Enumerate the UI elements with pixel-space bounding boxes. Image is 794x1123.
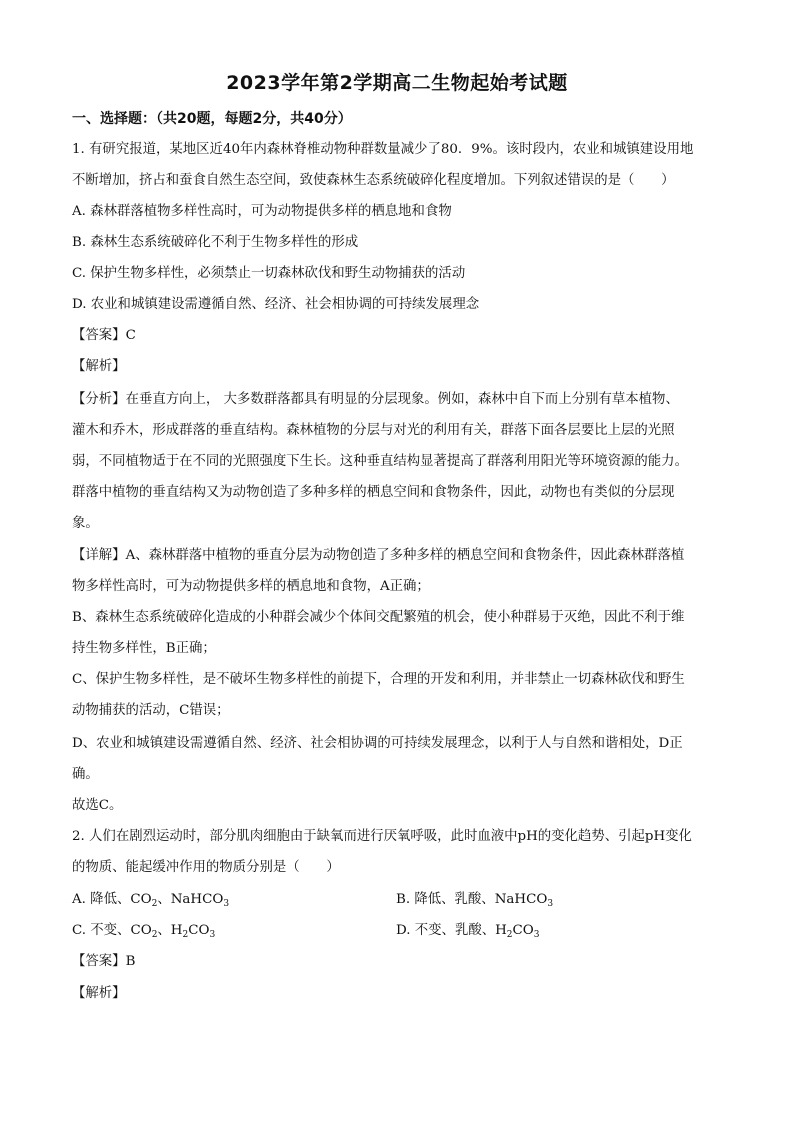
q2-option-a	[72, 890, 229, 910]
q1-xiangjie-line-2: 物多样性高时，可为动物提供多样的栖息地和食物，A正确；	[72, 579, 430, 594]
q2-option-a-text-2: 、NaHCO	[157, 892, 224, 907]
q2-option-d-text-2: CO	[512, 923, 534, 938]
q2-option-c-sub: 2	[151, 930, 158, 940]
q2-option-a-sub: 2	[151, 899, 158, 909]
q2-option-c-text: C. 不变、CO	[72, 923, 152, 938]
answer-value: B	[125, 954, 136, 969]
q1-answer	[72, 326, 724, 346]
q2-option-c	[72, 921, 215, 941]
q1-option-b: B. 森林生态系统破碎化不利于生物多样性的形成	[72, 235, 359, 250]
q1-option-d: D. 农业和城镇建设需遵循自然、经济、社会相协调的可持续发展理念	[72, 297, 480, 312]
q1-fenxi-line-5: 象。	[72, 516, 99, 531]
q2-option-b-sub: 3	[547, 899, 554, 909]
fenxi-tag: 【分析】	[72, 392, 126, 407]
q1-xiangjie-line-7: D、农业和城镇建设需遵循自然、经济、社会相协调的可持续发展理念，以利于人与自然和谐相处，D正	[72, 736, 683, 751]
xiangjie-text: A、森林群落中植物的垂直分层为动物创造了多种多样的栖息空间和食物条件，因此森林群落植	[125, 548, 685, 563]
q1-option-a: A. 森林群落植物多样性高时，可为动物提供多样的栖息地和食物	[72, 204, 452, 219]
q1-xiangjie-line-1	[72, 546, 724, 566]
q2-option-c-text-3: CO	[188, 923, 210, 938]
q1-conclusion: 故选C。	[72, 798, 123, 813]
answer-value: C	[125, 328, 136, 343]
q1-fenxi-line-1	[72, 390, 724, 410]
q2-option-d	[396, 921, 540, 941]
q1-analysis-tag: 【解析】	[72, 359, 126, 374]
q1-xiangjie-line-6: 动物捕获的活动，C错误；	[72, 703, 230, 718]
q2-option-a-text: A. 降低、CO	[72, 892, 152, 907]
answer-tag: 【答案】	[72, 954, 126, 969]
q1-fenxi-line-3: 弱，不同植物适于在不同的光照强度下生长。这种垂直结构显著提高了群落利用阳光等环境资源的能力。	[72, 454, 688, 469]
q2-option-c-sub-2: 2	[182, 930, 189, 940]
q2-option-d-sub-2: 3	[533, 930, 540, 940]
q2-option-a-sub-2: 3	[223, 899, 230, 909]
q2-stem-line-1: 2. 人们在剧烈运动时，部分肌肉细胞由于缺氧而进行厌氧呼吸，此时血液中pH的变化趋势、引起pH变化	[72, 829, 692, 844]
q2-option-c-sub-3: 3	[209, 930, 216, 940]
q1-xiangjie-line-4: 持生物多样性，B正确；	[72, 641, 216, 656]
q2-option-b	[396, 890, 553, 910]
q1-xiangjie-line-8: 确。	[72, 767, 99, 782]
q2-option-d-sub: 2	[506, 930, 513, 940]
q1-xiangjie-line-3: B、森林生态系统破碎化造成的小种群会减少个体间交配繁殖的机会，使小种群易于灭绝，因此不利于维	[72, 610, 685, 625]
q2-option-d-text: D. 不变、乳酸、H	[396, 923, 507, 938]
q2-option-b-text: B. 降低、乳酸、NaHCO	[396, 892, 548, 907]
q2-option-c-text-2: 、H	[157, 923, 183, 938]
q1-fenxi-line-2: 灌木和乔木，形成群落的垂直结构。森林植物的分层与对光的利用有关，群落下面各层要比上层的光照	[72, 423, 675, 438]
q1-option-c: C. 保护生物多样性，必须禁止一切森林砍伐和野生动物捕获的活动	[72, 266, 466, 281]
q1-stem-line-1: 1. 有研究报道，某地区近40年内森林脊椎动物种群数量减少了80．9%。该时段内，农业和城镇建设用地	[72, 142, 694, 157]
section-heading: 一、选择题：（共20题，每题2分，共40分）	[72, 111, 352, 127]
q1-fenxi-line-4: 群落中植物的垂直结构又为动物创造了多种多样的栖息空间和食物条件，因此，动物也有类似的分层现	[72, 485, 675, 500]
q1-xiangjie-line-5: C、保护生物多样性，是不破坏生物多样性的前提下，合理的开发和利用，并非禁止一切森林砍伐和野生	[72, 672, 685, 687]
q2-analysis-tag: 【解析】	[72, 986, 126, 1001]
page-title: 2023学年第2学期高二生物起始考试题	[226, 72, 568, 94]
q1-stem-line-2: 不断增加，挤占和蚕食自然生态空间，致使森林生态系统破碎化程度增加。下列叙述错误的是（ ）	[72, 173, 675, 188]
fenxi-text: 在垂直方向上， 大多数群落都具有明显的分层现象。例如，森林中自下而上分别有草本植物、	[125, 392, 679, 407]
xiangjie-tag: 【详解】	[72, 548, 126, 563]
q2-answer	[72, 952, 724, 972]
answer-tag: 【答案】	[72, 328, 126, 343]
q2-stem-line-2: 的物质、能起缓冲作用的物质分别是（ ）	[72, 860, 340, 875]
